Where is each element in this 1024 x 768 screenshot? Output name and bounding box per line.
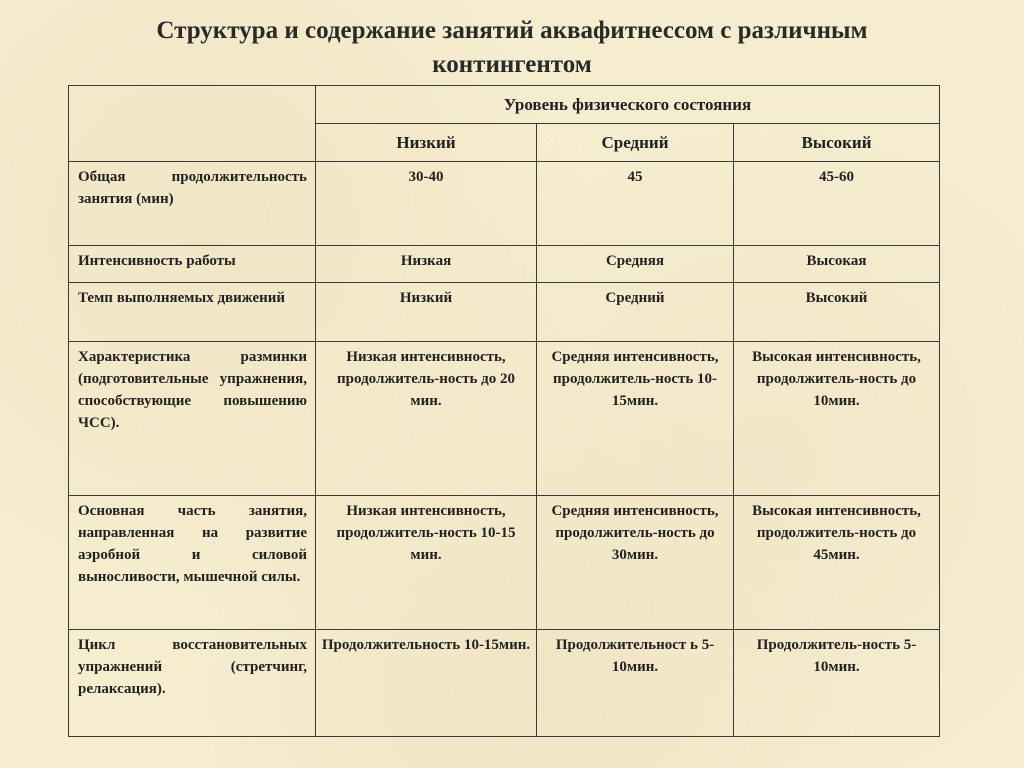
cell-duration-high: 45-60 [734, 162, 940, 246]
cell-recovery-low: Продолжительность 10-15мин. [316, 630, 537, 737]
table-row [69, 283, 940, 342]
table-row [69, 496, 940, 630]
cell-intensity-low: Низкая [316, 246, 537, 283]
table-row [69, 246, 940, 283]
cell-warmup-low: Низкая интенсивность, продолжитель-ность до 20 мин. [316, 342, 537, 496]
page-title [0, 14, 1024, 82]
row-label-recovery: Цикл восстановительных упражнений (стретчинг, релаксация). [69, 630, 316, 737]
cell-duration-low: 30-40 [316, 162, 537, 246]
row-label-tempo: Темп выполняемых движений [69, 283, 316, 342]
title-line-1: Структура и содержание занятий аквафитнессом с различным [156, 17, 868, 44]
header-corner-cell [69, 86, 316, 162]
row-label-intensity: Интенсивность работы [69, 246, 316, 283]
cell-main-part-high: Высокая интенсивность, продолжитель-ность до 45мин. [734, 496, 940, 630]
cell-intensity-medium: Средняя [537, 246, 734, 283]
comparison-table [68, 85, 940, 737]
row-label-warmup: Характеристика разминки (подготовительные упражнения, способствующие повышению ЧСС). [69, 342, 316, 496]
cell-tempo-low: Низкий [316, 283, 537, 342]
cell-warmup-high: Высокая интенсивность, продолжитель-ность до 10мин. [734, 342, 940, 496]
cell-recovery-high: Продолжитель-ность 5-10мин. [734, 630, 940, 737]
row-label-duration: Общая продолжительность занятия (мин) [69, 162, 316, 246]
cell-tempo-high: Высокий [734, 283, 940, 342]
cell-tempo-medium: Средний [537, 283, 734, 342]
table-header-row [69, 86, 940, 124]
cell-main-part-low: Низкая интенсивность, продолжитель-ность 10-15 мин. [316, 496, 537, 630]
cell-intensity-high: Высокая [734, 246, 940, 283]
group-header: Уровень физического состояния [316, 86, 940, 124]
cell-warmup-medium: Средняя интенсивность, продолжитель-ность 10-15мин. [537, 342, 734, 496]
cell-main-part-medium: Средняя интенсивность, продолжитель-ность до 30мин. [537, 496, 734, 630]
table-row [69, 342, 940, 496]
title-line-2: контингентом [432, 51, 592, 78]
row-label-main-part: Основная часть занятия, направленная на развитие аэробной и силовой выносливости, мышечной силы. [69, 496, 316, 630]
column-header-low: Низкий [316, 124, 537, 162]
table-row [69, 630, 940, 737]
table-row [69, 162, 940, 246]
column-header-high: Высокий [734, 124, 940, 162]
cell-recovery-medium: Продолжительност ь 5-10мин. [537, 630, 734, 737]
column-header-medium: Средний [537, 124, 734, 162]
cell-duration-medium: 45 [537, 162, 734, 246]
